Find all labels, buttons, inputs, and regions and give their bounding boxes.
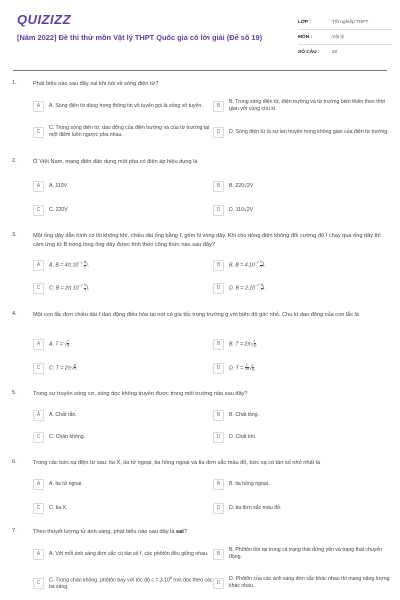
formula-tail: I. (86, 285, 90, 292)
option-a[interactable] (33, 477, 213, 491)
option-text: D. 110√2V (229, 206, 254, 213)
option-text: C. Trong sóng điện từ, dao động của điện trường và của từ trường tại một điểm luôn ngược pha nhau. (49, 125, 210, 138)
option-text (49, 283, 89, 293)
exponent: 8 (169, 575, 172, 580)
option-letter: D (213, 432, 224, 443)
option-a[interactable] (33, 545, 213, 563)
option-text (229, 260, 266, 270)
question-number: 1. (12, 80, 17, 86)
dot: . (69, 341, 71, 348)
option-letter: A (33, 410, 44, 421)
option-c[interactable] (33, 203, 213, 217)
denominator: ℓ (84, 264, 86, 269)
meta-key: SỐ CÂU : (298, 49, 320, 55)
option-letter: D (213, 363, 224, 374)
question-text: Ở Việt Nam, mạng điện dân dụng một pha có điện áp hiệu dụng là (33, 159, 198, 165)
meta-row-subject (298, 30, 392, 45)
option-text: D. tia đơn sắc màu đỏ. (229, 504, 282, 511)
question-number: 5. (12, 390, 17, 396)
option-text (49, 364, 77, 372)
option-b[interactable] (213, 477, 393, 491)
header-divider (13, 70, 387, 71)
dot: . (253, 365, 256, 372)
option-c[interactable] (33, 123, 213, 141)
meta-value: Vật lý (332, 34, 344, 40)
option-letter: B (213, 410, 224, 421)
option-letter: A (33, 101, 44, 112)
quizizz-logo: QUIZIZZ (17, 12, 72, 27)
numerator: N (84, 283, 87, 288)
question-text-emphasis: sai (176, 529, 184, 535)
denominator: ℓ (84, 287, 86, 292)
denominator: g (253, 343, 256, 348)
option-b[interactable] (213, 258, 393, 272)
option-text: A. Sóng điện từ dùng trong thông tin vô tuyến gọi là sóng vô tuyến. (49, 102, 203, 109)
formula-lead: B. B = 4.10 (229, 262, 255, 269)
meta-row-class (298, 15, 392, 30)
numerator: ℓ (252, 362, 254, 367)
option-text: D. Sóng điện từ là sự lan truyền trong không gian của điện từ trường. (229, 128, 389, 135)
exponent: −7 (78, 261, 83, 266)
denominator: g (251, 367, 254, 372)
dot: . (82, 262, 84, 269)
option-a[interactable] (33, 337, 213, 351)
exponent: −7 (254, 261, 259, 266)
option-text: D. Chất khí. (229, 433, 257, 440)
question-mark: ? (183, 529, 187, 535)
option-text: C. 220V (49, 206, 68, 213)
formula-tail: I. (263, 285, 266, 292)
option-letter: B (213, 260, 224, 271)
option-text: B. Phôtôn tồn tại trong cả trạng thái đứng yên và trạng thái chuyển động. (229, 547, 383, 560)
option-d[interactable] (213, 361, 393, 375)
option-text: C. Chân không. (49, 433, 86, 440)
option-b[interactable] (213, 545, 393, 563)
option-a[interactable] (33, 258, 213, 272)
meta-key: MÔN : (298, 34, 313, 40)
option-text (229, 340, 257, 348)
question-text: Một ống dây dẫn hình có lõi không khí, chiều dài ống bằng ℓ, gồm N vòng dây. Khi cho dòng điện không đổi cường độ I chạy qua ống dây thì cảm ứng từ B trong lòng ống dây được tính theo công thức nào sau đây? (33, 233, 381, 248)
option-text: A. Với mỗi ánh sáng đơn sắc có tần số f, các phôtôn đều giống nhau. (49, 550, 209, 557)
denominator: 2π (244, 367, 249, 372)
formula-lead: A. B = 4π.10 (49, 262, 79, 269)
formula-lead: D. T = (229, 365, 245, 372)
option-text: B. Trong sóng điện từ, điện trường và từ trường biến thiên theo thời gian với cùng chu kì. (229, 99, 386, 112)
question-text: Một con lắc đơn chiều dài ℓ dao động điều hòa tại nơi có gia tốc trọng trường g với biên độ góc nhỏ. Chu kì dao động của con lắc là (33, 312, 359, 318)
option-b[interactable] (213, 179, 393, 193)
worksheet-header (0, 0, 400, 64)
formula-tail: I. (86, 262, 90, 269)
numerator: ℓ (254, 338, 256, 343)
option-d[interactable] (213, 281, 393, 295)
question-text: Trong sự truyền sóng cơ, sóng dọc không truyền được trong môi trường nào sau đây? (33, 391, 248, 397)
option-letter: B (213, 339, 224, 350)
formula-tail: I. (262, 262, 266, 269)
option-text: D. T = $\frac{1}{2\pi}$ √ $\frac{\text{ℓ}}{g}$ . (229, 362, 256, 372)
option-d[interactable] (213, 501, 393, 515)
option-letter: C (33, 283, 44, 294)
option-a[interactable] (33, 179, 213, 193)
option-letter: C (33, 432, 44, 443)
numerator: N (260, 260, 263, 265)
exponent: −7 (78, 284, 83, 289)
option-letter: C (33, 578, 44, 589)
option-c[interactable] (33, 361, 213, 375)
numerator: g (73, 362, 76, 367)
option-letter: C (33, 205, 44, 216)
denominator: ℓ (261, 287, 263, 292)
option-letter: B (213, 549, 224, 560)
question-number: 2. (12, 158, 17, 164)
denominator: g (67, 343, 70, 348)
option-d[interactable] (213, 123, 393, 141)
meta-value: 40 (332, 49, 338, 55)
option-d[interactable] (213, 203, 393, 217)
dot: . (255, 341, 257, 348)
option-letter: A (33, 260, 44, 271)
option-d[interactable] (213, 574, 393, 592)
denominator: ℓ (260, 264, 263, 269)
formula-lead: C. T = 2π√ (49, 365, 74, 372)
meta-table (298, 15, 392, 59)
exponent: −7 (255, 284, 260, 289)
question-number: 6. (12, 459, 17, 465)
option-b[interactable] (213, 97, 393, 115)
option-c[interactable] (33, 501, 213, 515)
question-number: 3. (12, 232, 17, 238)
option-c[interactable] (33, 430, 213, 444)
numerator: ℓ (67, 338, 69, 343)
option-b[interactable] (213, 337, 393, 351)
option-text-lead: C. Trong chân không, phôtôn bay với tốc độ c = 3.10 (49, 577, 170, 584)
option-text-tail: m/s dọc theo các tia sáng. (49, 577, 213, 591)
option-letter: A (33, 479, 44, 490)
option-text (229, 283, 266, 293)
option-letter: C (33, 127, 44, 138)
option-text (49, 340, 71, 348)
formula-lead: B. T = 2π√ (229, 341, 254, 348)
formula-lead: C. B = 2π.10 (49, 285, 79, 292)
numerator: N (83, 260, 87, 265)
option-text: B. 220√2V (229, 182, 254, 189)
option-a[interactable] (33, 97, 213, 115)
option-letter: A (33, 339, 44, 350)
numerator: N (260, 283, 264, 288)
meta-key: LỚP : (298, 19, 312, 25)
option-text: A. tia tử ngoại. (49, 480, 83, 487)
question-text-lead: Theo thuyết lượng tử ánh sáng, phát biểu nào sau đây là (33, 529, 177, 535)
option-letter: B (213, 181, 224, 192)
option-c[interactable] (33, 281, 213, 295)
option-letter: B (213, 479, 224, 490)
meta-value: Tốt nghiệp THPT (332, 19, 369, 25)
meta-row-count (298, 45, 392, 59)
option-letter: D (213, 127, 224, 138)
dot: . (258, 262, 261, 269)
option-b[interactable] (213, 408, 393, 422)
option-letter: D (213, 503, 224, 514)
option-text (49, 575, 213, 592)
question-number: 7. (12, 528, 17, 534)
option-text: B. Chất lỏng. (229, 411, 259, 418)
dot: . (82, 285, 85, 292)
dot: . (259, 285, 261, 292)
option-letter: D (213, 283, 224, 294)
option-letter: D (213, 578, 224, 589)
question-number: 4. (12, 311, 17, 317)
option-c[interactable] (33, 574, 213, 592)
option-letter: C (33, 503, 44, 514)
option-text: A. Chất rắn. (49, 411, 77, 418)
option-text (49, 260, 89, 270)
page-title: [Năm 2022] Đề thi thử môn Vật lý THPT Quốc gia có lời giải (Đề số 19) (17, 33, 263, 42)
option-letter: D (213, 205, 224, 216)
question-text: Phát biểu nào sau đây sai khi nói về sóng điện từ? (33, 81, 159, 87)
option-text: A. 110V (49, 182, 68, 189)
dot: . (75, 365, 78, 372)
formula-lead: A. T = √ (49, 341, 68, 348)
option-text: D. Phôtôn của các ánh sáng đơn sắc khác nhau thì mang năng lượng khác nhau. (229, 576, 390, 589)
option-letter: A (33, 549, 44, 560)
question-text: Trong các bức xạ điện từ sau: tia X, tia tử ngoại, tia hồng ngoại và tia đơn sắc màu đỏ, bức xạ có tần số nhỏ nhất là (33, 460, 321, 466)
option-a[interactable] (33, 408, 213, 422)
formula-lead: D. B = 2.10 (229, 285, 256, 292)
option-text: C. tia X. (49, 504, 68, 511)
denominator: ℓ (74, 367, 76, 372)
option-letter: C (33, 363, 44, 374)
question-text (33, 528, 389, 537)
option-letter: B (213, 101, 224, 112)
option-d[interactable] (213, 430, 393, 444)
fraction (245, 364, 249, 372)
option-letter: A (33, 181, 44, 192)
numerator: 1 (245, 362, 248, 367)
option-text: B. tia hồng ngoại. (229, 480, 270, 487)
